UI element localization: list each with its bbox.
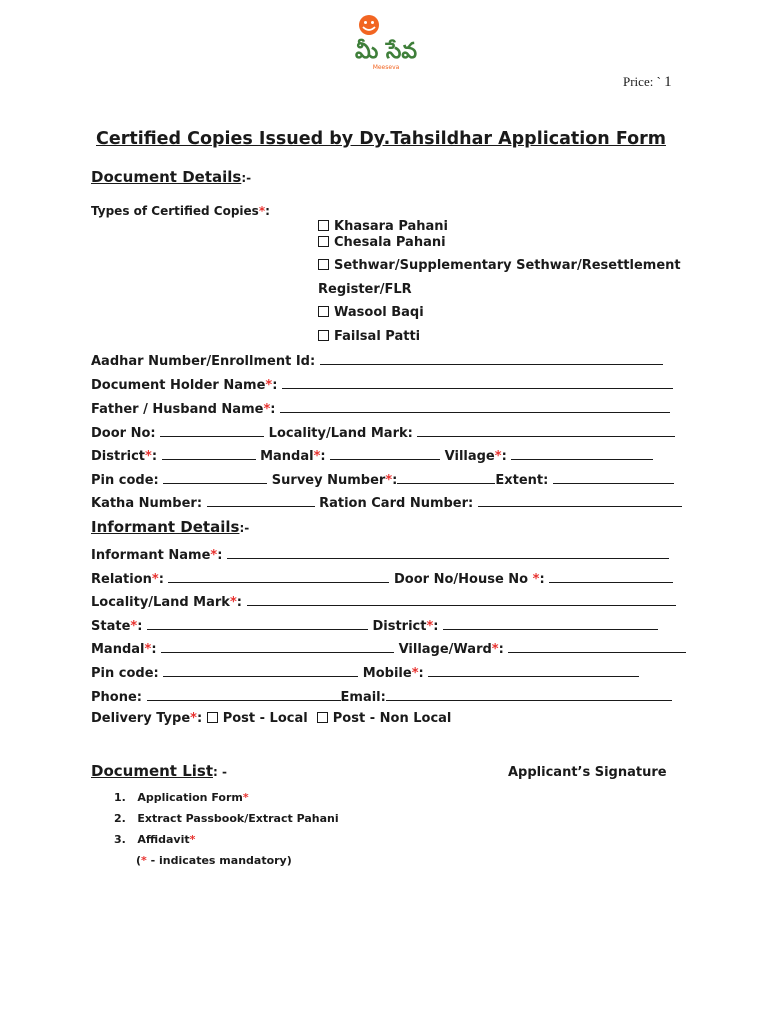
document-list-item: 2. Extract Passbook/Extract Pahani: [114, 812, 339, 825]
option-khasara-pahani[interactable]: Khasara Pahani: [318, 219, 448, 234]
informant-mandal-field[interactable]: [161, 640, 394, 653]
meeseva-logo: [336, 12, 436, 74]
relation-door-row: Relation*: Door No/House No *:: [91, 570, 673, 587]
checkbox-icon[interactable]: [318, 259, 329, 270]
post-non-local-checkbox[interactable]: [317, 712, 328, 723]
informant-name-field[interactable]: [227, 546, 669, 559]
father-name-field[interactable]: [280, 400, 670, 413]
mobile-field[interactable]: [428, 664, 639, 677]
pin-survey-extent-row: Pin code: Survey Number*: Extent:: [91, 471, 674, 488]
post-local-label: Post - Local: [222, 711, 308, 726]
holder-name-field[interactable]: [282, 376, 673, 389]
logo-sub-text: Meeseva: [372, 64, 400, 71]
informant-district-field[interactable]: [443, 617, 658, 630]
informant-pin-code-field[interactable]: [163, 664, 358, 677]
state-field[interactable]: [147, 617, 368, 630]
father-name-row: Father / Husband Name*:: [91, 400, 670, 417]
door-house-no-field[interactable]: [549, 570, 673, 583]
post-local-checkbox[interactable]: [207, 712, 218, 723]
katha-number-field[interactable]: [207, 494, 315, 507]
aadhar-label: Aadhar Number/Enrollment Id:: [91, 354, 316, 369]
district-mandal-village-row: District*: Mandal*: Village*:: [91, 447, 653, 464]
price-label: Price:: [623, 74, 654, 89]
types-label: Types of Certified Copies*:: [91, 204, 270, 218]
district-field[interactable]: [162, 447, 256, 460]
option-sethwar-continued: Register/FLR: [318, 282, 412, 297]
option-failsal-patti[interactable]: Failsal Patti: [318, 329, 420, 344]
village-ward-field[interactable]: [508, 640, 686, 653]
checkbox-icon[interactable]: [318, 330, 329, 341]
holder-name-row: Document Holder Name*:: [91, 376, 673, 393]
document-list-heading: Document List: -: [91, 762, 227, 780]
document-details-heading: Document Details:-: [91, 168, 252, 186]
ration-card-field[interactable]: [478, 494, 682, 507]
applicant-signature: Applicant’s Signature: [508, 765, 667, 780]
form-title: Certified Copies Issued by Dy.Tahsildhar Application Form: [96, 129, 666, 149]
document-list-item: 1. Application Form*: [114, 791, 249, 804]
checkbox-icon[interactable]: [318, 306, 329, 317]
mandal-field[interactable]: [330, 447, 440, 460]
phone-email-row: Phone: Email:: [91, 688, 672, 705]
option-chesala-pahani[interactable]: Chesala Pahani: [318, 235, 446, 250]
mandatory-note: (* - indicates mandatory): [136, 854, 292, 867]
checkbox-icon[interactable]: [318, 236, 329, 247]
village-field[interactable]: [511, 447, 653, 460]
informant-locality-field[interactable]: [247, 593, 676, 606]
option-wasool-baqi[interactable]: Wasool Baqi: [318, 305, 424, 320]
aadhar-field[interactable]: [320, 352, 663, 365]
door-locality-row: Door No: Locality/Land Mark:: [91, 424, 675, 441]
price: [623, 74, 672, 91]
informant-name-row: Informant Name*:: [91, 546, 669, 563]
state-district-row: State*: District*:: [91, 617, 658, 634]
delivery-type-row: Delivery Type*: Post - Local Post - Non Local: [91, 711, 452, 726]
informant-details-heading: Informant Details:-: [91, 518, 250, 536]
price-value: 1: [664, 74, 672, 90]
pin-code-field[interactable]: [163, 471, 267, 484]
extent-field[interactable]: [553, 471, 674, 484]
locality-field[interactable]: [417, 424, 675, 437]
survey-number-field[interactable]: [397, 471, 495, 484]
option-sethwar[interactable]: Sethwar/Supplementary Sethwar/Resettlement: [318, 258, 681, 273]
aadhar-row: [91, 352, 663, 369]
relation-field[interactable]: [168, 570, 389, 583]
email-field[interactable]: [386, 688, 672, 701]
logo-main-text: మీ సేవ: [354, 39, 418, 64]
katha-ration-row: Katha Number: Ration Card Number:: [91, 494, 682, 511]
post-non-local-label: Post - Non Local: [332, 711, 452, 726]
phone-field[interactable]: [147, 688, 341, 701]
checkbox-icon[interactable]: [318, 220, 329, 231]
mandal-village-ward-row: Mandal*: Village/Ward*:: [91, 640, 686, 657]
informant-pin-mobile-row: Pin code: Mobile*:: [91, 664, 639, 681]
door-no-field[interactable]: [160, 424, 264, 437]
price-symbol: `: [656, 74, 661, 89]
informant-locality-row: Locality/Land Mark*:: [91, 593, 676, 610]
document-list-item: 3. Affidavit*: [114, 833, 196, 846]
